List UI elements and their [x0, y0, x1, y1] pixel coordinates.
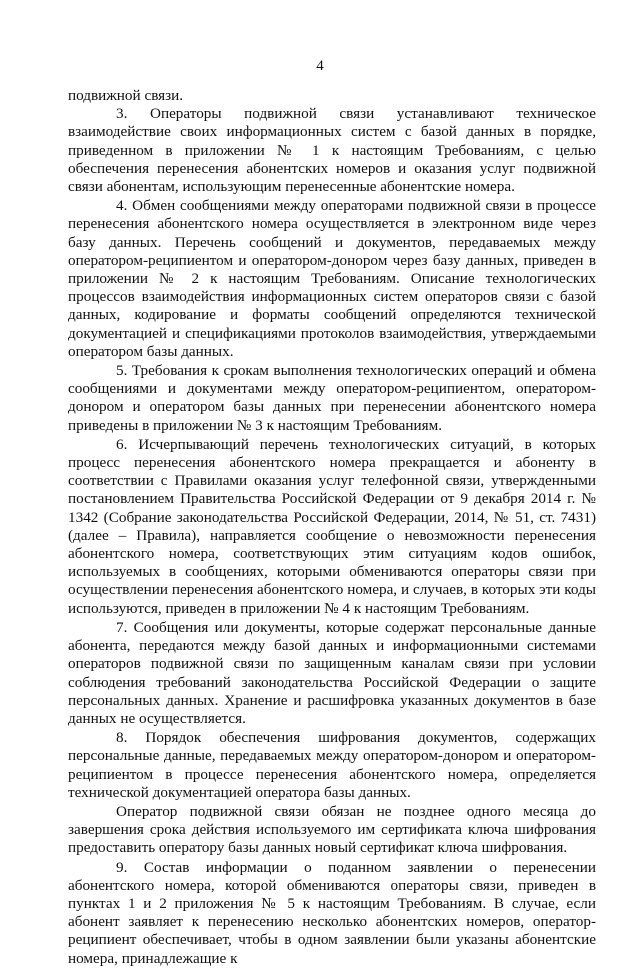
paragraph-8: 8. Порядок обеспечения шифрования документов, содержащих персональные данные, передаваемых между оператором-донором и оператором-реципиентом в процессе перенесения абонентского номера, определяется технической документацией оператора базы данных. — [68, 729, 596, 801]
paragraph-8-2: Оператор подвижной связи обязан не позднее одного месяца до завершения срока действия используемого им сертификата ключа шифрования предоставить оператору базы данных новый сертификат ключа шифрования. — [68, 802, 596, 857]
paragraph-6: 6. Исчерпывающий перечень технологических ситуаций, в которых процесс перенесения абонентского номера прекращается и абоненту в соответствии с Правилами оказания услуг телефонной связи, утвержденными постановлением Правительства Российской Федерации от 9 декабря 2014 г. № 1342 (Собрание законодательства Российской Федерации, 2014, № 51, ст. 7431) (далее – Правила), направляется сообщение о невозможности перенесения абонентского номера, соответствующих этим ситуациям кодов ошибок, используемых в сообщениях, которыми обмениваются операторы связи при осуществлении перенесения абонентского номера, и случаев, в которых эти коды используются, приведен в приложении № 4 к настоящим Требованиям. — [68, 435, 596, 617]
paragraph-4: 4. Обмен сообщениями между операторами подвижной связи в процессе перенесения абонентского номера осуществляется в электронном виде через базу данных. Перечень сообщений и документов, передаваемых между оператором-реципиентом и оператором-донором через базу данных, приведен в приложении № 2 к настоящим Требованиям. Описание технологических процессов взаимодействия информационных систем операторов связи с базой данных, кодирование и форматы сообщений определяются технической документацией и спецификациями протоколов взаимодействия, утверждаемыми оператором базы данных. — [68, 197, 596, 360]
paragraph-9: 9. Состав информации о поданном заявлении о перенесении абонентского номера, которой обмениваются операторы связи, приведен в пунктах 1 и 2 приложения № 5 к настоящим Требованиям. В случае, если абонент заявляет к перенесению несколько абонентских номеров, оператор-реципиент обеспечивает, чтобы в одном заявлении были указаны абонентские номера, принадлежащие к — [68, 858, 596, 967]
paragraph-7: 7. Сообщения или документы, которые содержат персональные данные абонента, передаются между базой данных и информационными системами операторов подвижной связи по защищенным каналам связи при условии соблюдения требований законодательства Российской Федерации о защите персональных данных. Хранение и расшифровка указанных документов в базе данных не осуществляется. — [68, 618, 596, 727]
paragraph-3: 3. Операторы подвижной связи устанавливают техническое взаимодействие своих информационных систем с базой данных в порядке, приведенном в приложении № 1 к настоящим Требованиям, с целью обеспечения перенесения абонентских номеров и оказания услуг подвижной связи абонентам, использующим перенесенные абонентские номера. — [68, 105, 596, 196]
page-number: 4 — [316, 58, 324, 74]
paragraph-5: 5. Требования к срокам выполнения технологических операций и обмена сообщениями и документами между оператором-реципиентом, оператором-донором и оператором базы данных при перенесении абонентского номера приведены в приложении № 3 к настоящим Требованиям. — [68, 362, 596, 434]
document-body — [68, 87, 596, 968]
paragraph-continuation: подвижной связи. — [68, 87, 184, 104]
